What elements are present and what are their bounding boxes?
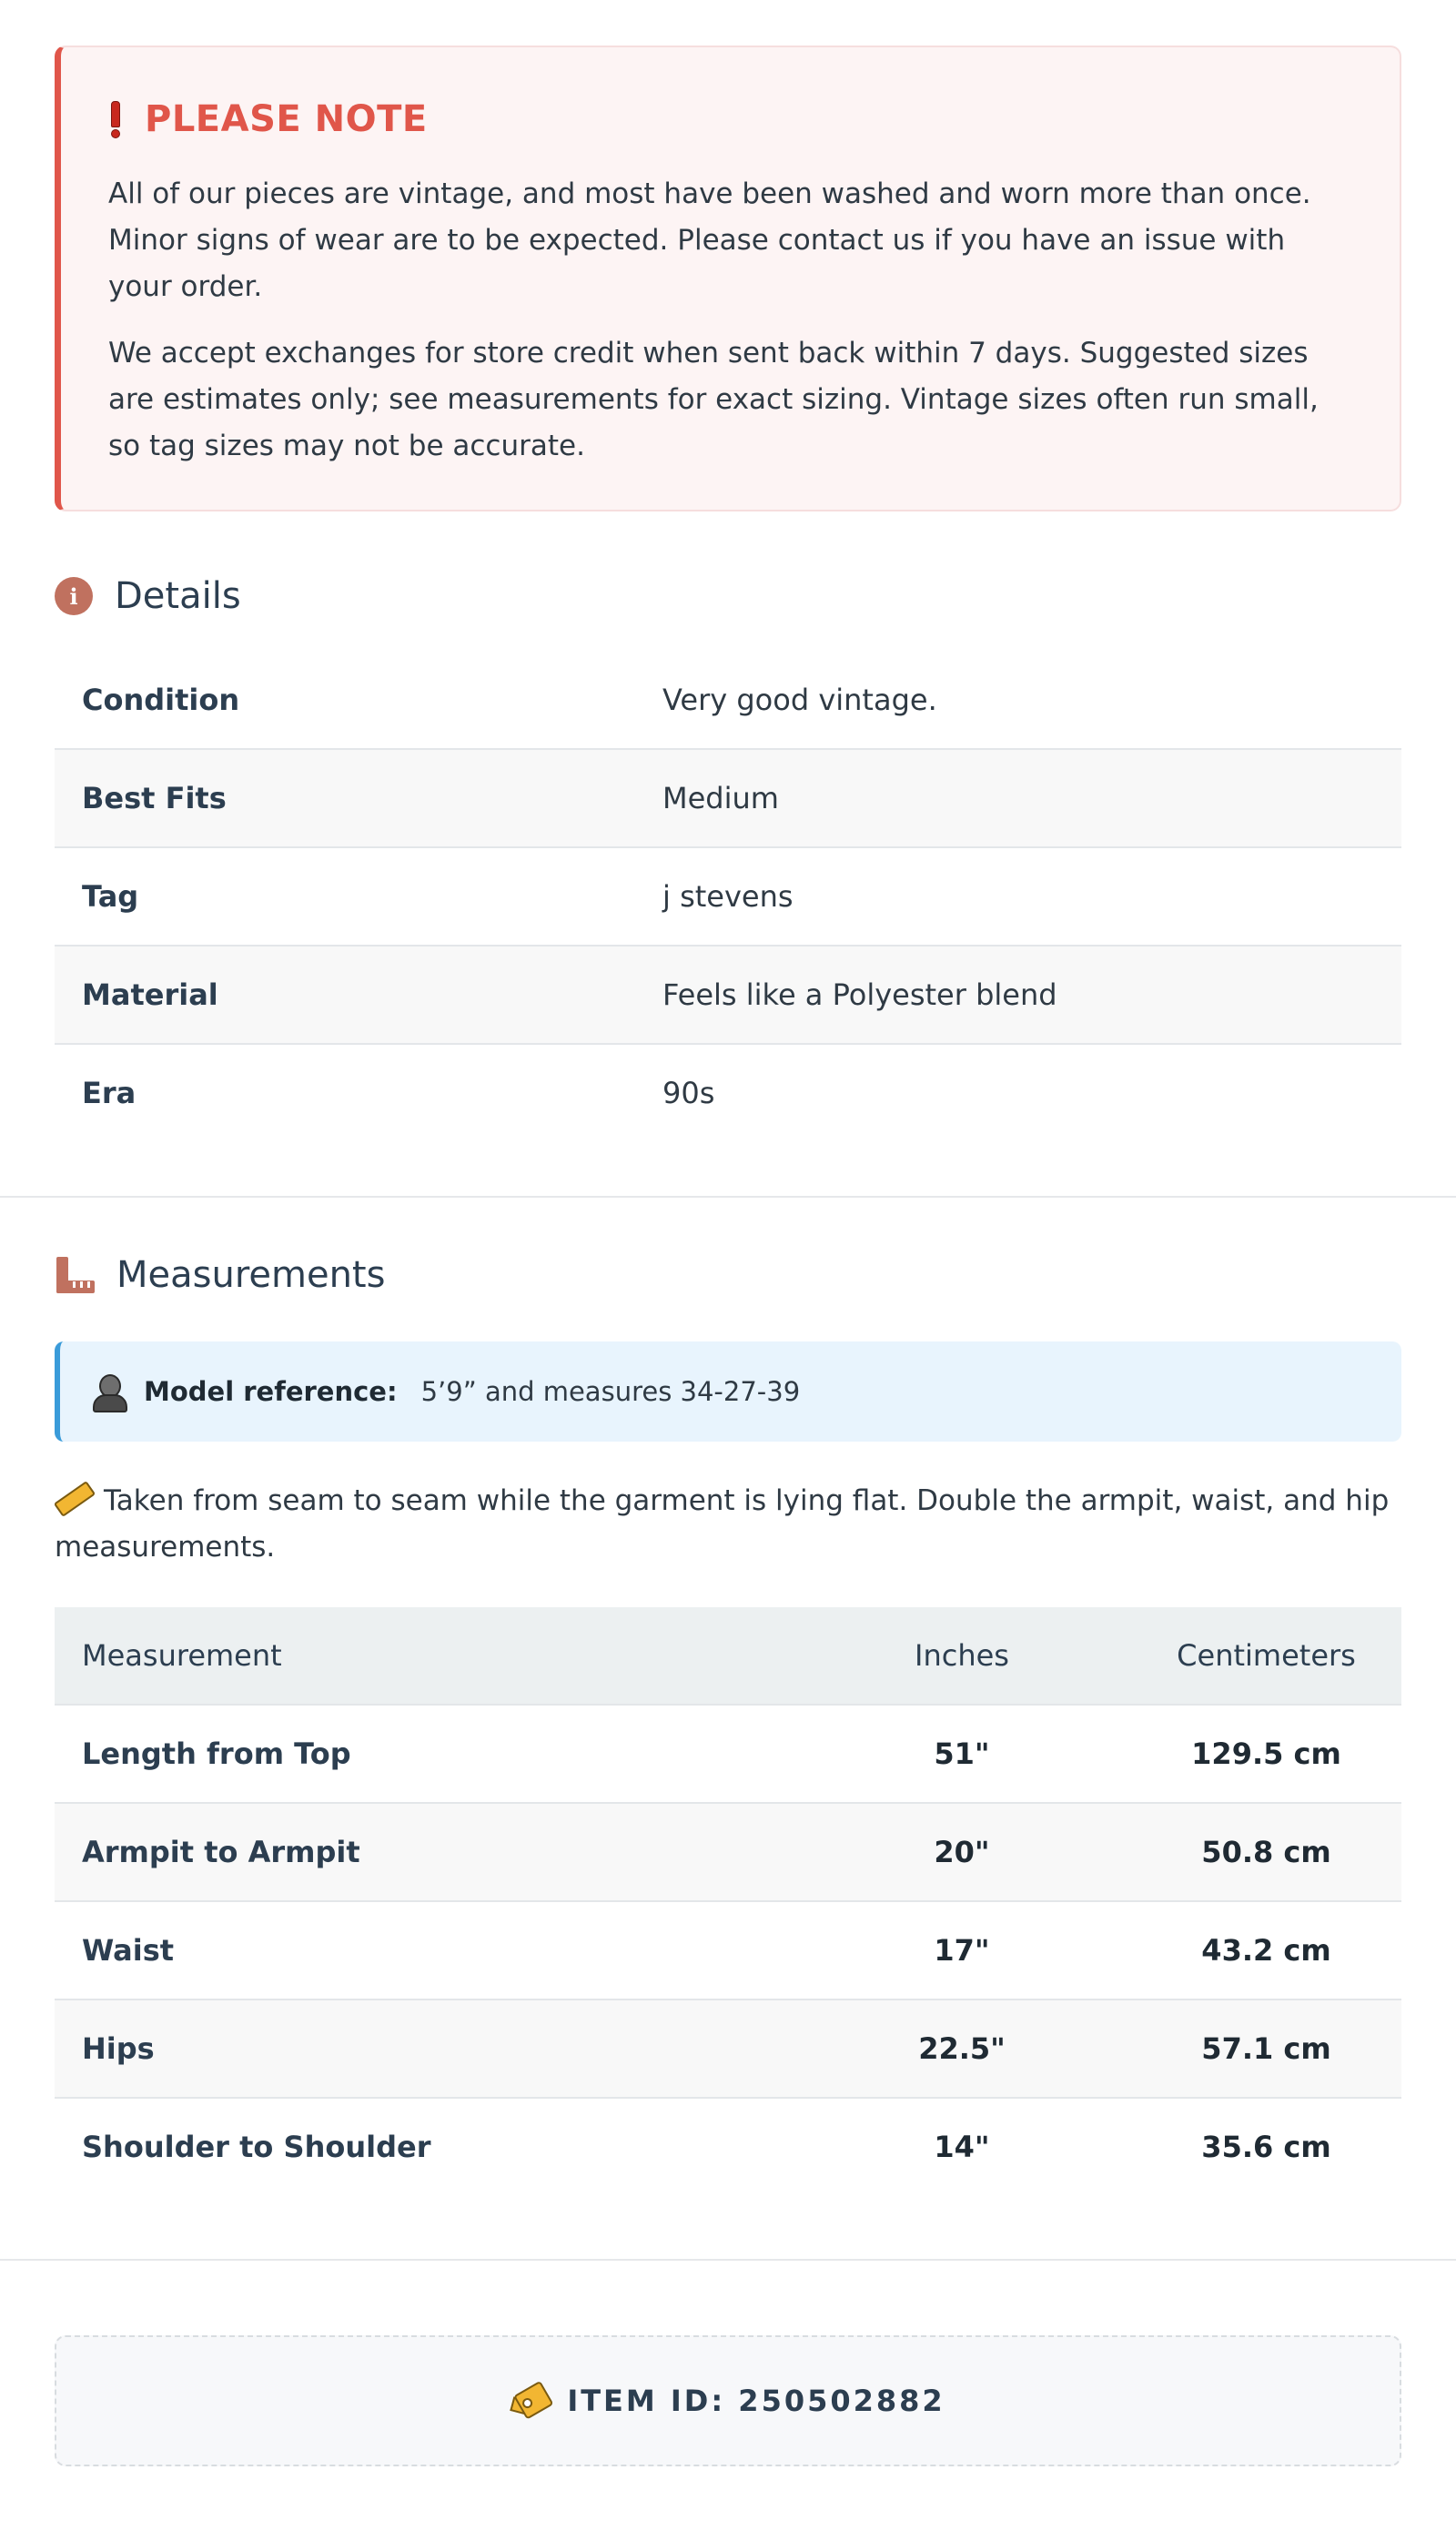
exclamation-icon — [108, 101, 121, 137]
person-icon — [93, 1374, 124, 1409]
model-reference-value: 5’9” and measures 34-27-39 — [420, 1376, 801, 1407]
table-row — [55, 1999, 1401, 2098]
details-title: Details — [115, 575, 241, 617]
measurement-name: Hips — [55, 1999, 793, 2098]
measurements-title: Measurements — [116, 1254, 386, 1296]
measurements-table — [55, 1607, 1401, 2195]
detail-value: Very good vintage. — [662, 652, 1401, 749]
detail-label: Condition — [55, 652, 662, 749]
item-id-text: ITEM ID: 250502882 — [567, 2384, 945, 2418]
details-table — [55, 652, 1401, 1141]
table-row — [55, 1901, 1401, 1999]
measurement-name: Waist — [55, 1901, 793, 1999]
measurement-cm: 57.1 cm — [1131, 1999, 1401, 2098]
measurement-name: Armpit to Armpit — [55, 1803, 793, 1901]
please-note-box — [55, 46, 1401, 511]
table-row — [55, 749, 1401, 847]
notice-paragraph: We accept exchanges for store credit when sent back within 7 days. Suggested sizes are estimates only; see measurements for exact sizing. Vintage sizes often run small, so tag sizes may not be accurate. — [108, 337, 1319, 462]
item-id-box — [55, 2335, 1401, 2466]
detail-value: 90s — [662, 1076, 715, 1110]
measurement-inches: 20" — [793, 1803, 1131, 1901]
table-header-row — [55, 1607, 1401, 1705]
ruler-icon — [55, 1257, 95, 1293]
table-row — [55, 847, 1401, 946]
measurement-inches: 17" — [793, 1901, 1131, 1999]
detail-value: j stevens — [662, 847, 1401, 946]
detail-value: Feels like a Polyester blend — [662, 946, 1401, 1044]
tag-icon — [505, 2378, 552, 2423]
measurements-header — [55, 1254, 1401, 1296]
table-row — [55, 1803, 1401, 1901]
pencil-icon — [54, 1481, 96, 1517]
measurement-note — [55, 1478, 1401, 1571]
notice-title: PLEASE NOTE — [145, 98, 428, 140]
measurement-name: Length from Top — [55, 1705, 793, 1803]
measurement-cm: 50.8 cm — [1131, 1803, 1401, 1901]
table-row — [55, 2098, 1401, 2195]
measurement-inches: 14" — [934, 2130, 990, 2164]
table-row — [55, 652, 1401, 749]
measurement-inches: 22.5" — [793, 1999, 1131, 2098]
column-header: Inches — [793, 1607, 1131, 1705]
model-reference-label: Model reference: — [144, 1376, 398, 1407]
table-row — [55, 1044, 1401, 1141]
measurement-cm: 43.2 cm — [1131, 1901, 1401, 1999]
detail-value: Medium — [662, 749, 1401, 847]
info-icon: i — [55, 577, 93, 615]
measurement-cm: 129.5 cm — [1131, 1705, 1401, 1803]
detail-label: Tag — [55, 847, 662, 946]
table-row — [55, 946, 1401, 1044]
measurement-note-text: Taken from seam to seam while the garment is lying flat. Double the armpit, waist, and hip measurements. — [55, 1484, 1390, 1564]
section-divider — [0, 2259, 1456, 2261]
measurement-name: Shoulder to Shoulder — [82, 2130, 431, 2164]
section-divider — [0, 1196, 1456, 1198]
notice-header — [108, 98, 1352, 140]
details-header — [55, 575, 1401, 617]
detail-label: Material — [55, 946, 662, 1044]
measurement-inches: 51" — [793, 1705, 1131, 1803]
table-row — [55, 1705, 1401, 1803]
measurement-cm: 35.6 cm — [1201, 2130, 1331, 2164]
notice-paragraph: All of our pieces are vintage, and most have been washed and worn more than once. Minor signs of wear are to be expected. Please contact us if you have an issue with your order. — [108, 177, 1311, 303]
detail-label: Best Fits — [55, 749, 662, 847]
column-header: Centimeters — [1131, 1607, 1401, 1705]
model-reference-box — [55, 1341, 1401, 1442]
column-header: Measurement — [55, 1607, 793, 1705]
detail-label: Era — [82, 1076, 136, 1110]
